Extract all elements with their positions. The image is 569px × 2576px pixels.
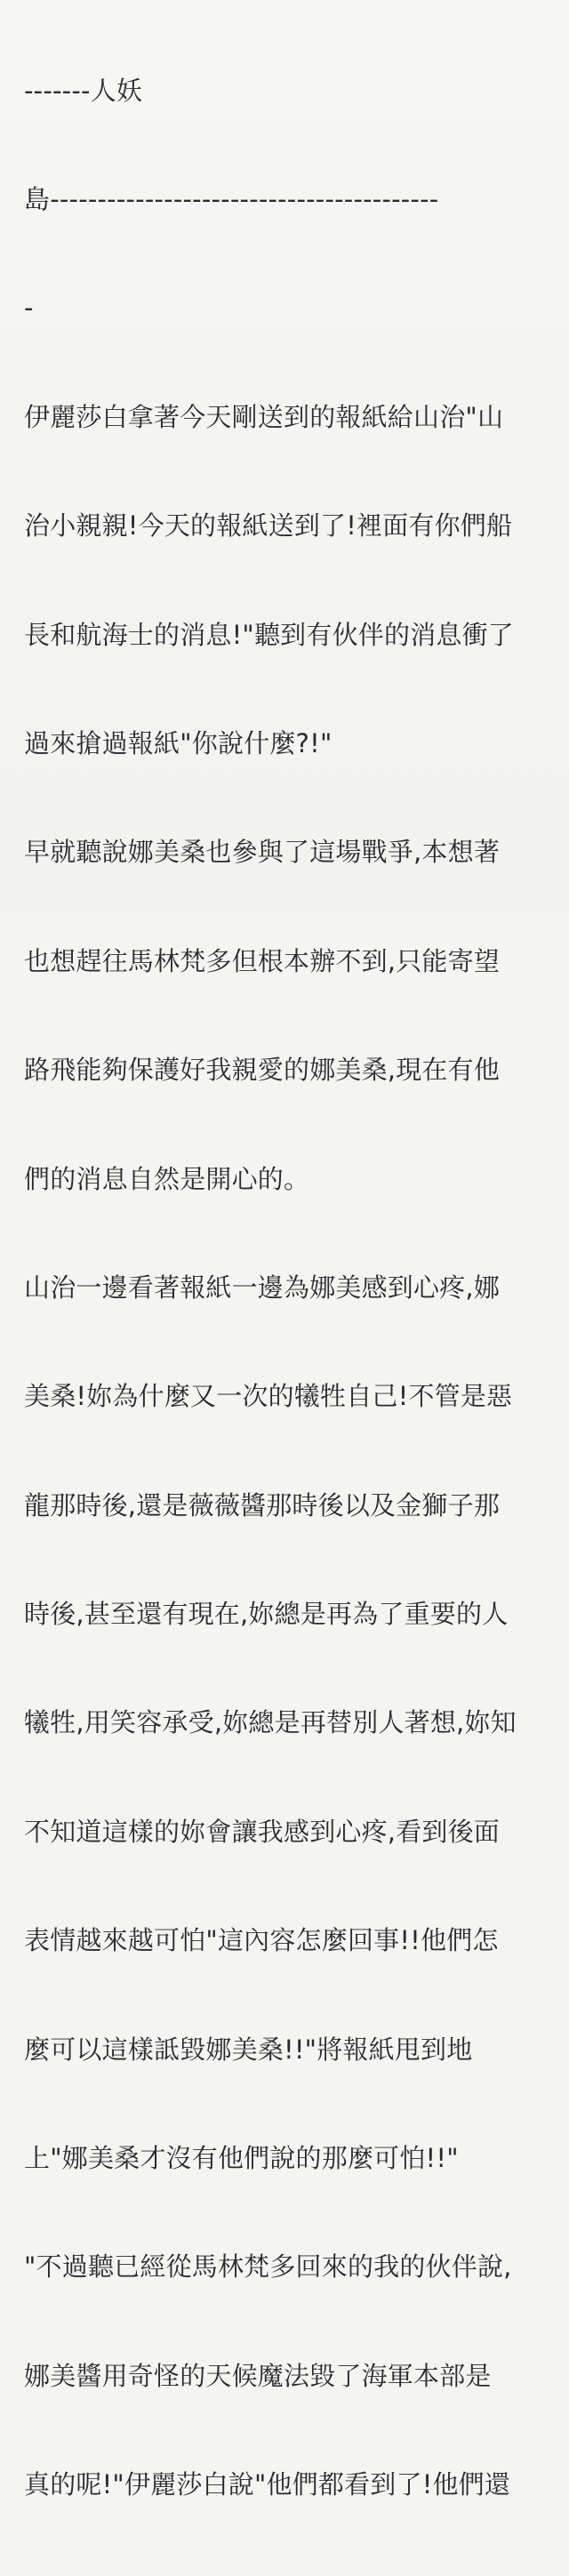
- text-line: 美桑!妳為什麼又一次的犧牲自己!不管是惡: [24, 1381, 513, 1412]
- text-line: 表情越來越可怕"這內容怎麼回事!!他們怎: [24, 1925, 499, 1956]
- text-line: 路飛能夠保護好我親愛的娜美桑,現在有他: [24, 1055, 501, 1086]
- text-line: 上"娜美桑才沒有他們說的那麼可怕!!": [24, 2143, 459, 2174]
- text-line: 娜美醬用奇怪的天候魔法毀了海軍本部是: [24, 2360, 492, 2391]
- text-line: 過來搶過報紙"你說什麼?!": [24, 727, 333, 758]
- text-line: 犧牲,用笑容承受,妳總是再替別人著想,妳知: [24, 1707, 517, 1738]
- text-line: 們的消息自然是開心的。: [24, 1163, 310, 1194]
- text-line: "不過聽已經從馬林梵多回來的我的伙伴說,: [24, 2251, 512, 2283]
- text-line: 也想趕往馬林梵多但根本辦不到,只能寄望: [24, 945, 501, 976]
- text-line: 不知道這樣的妳會讓我感到心疼,看到後面: [24, 1816, 501, 1847]
- text-line: 龍那時後,還是薇薇醬那時後以及金獅子那: [24, 1489, 501, 1521]
- text-line: 山治一邊看著報紙一邊為娜美感到心疼,娜: [24, 1272, 501, 1303]
- text-line: 治小親親!今天的報紙送到了!裡面有你們船: [24, 510, 513, 542]
- text-line: 伊麗莎白拿著今天剛送到的報紙給山治"山: [24, 401, 504, 432]
- text-line: -: [24, 293, 34, 324]
- text-line: 時後,甚至還有現在,妳總是再為了重要的人: [24, 1599, 509, 1630]
- text-line: 島-----------------------------------------: [24, 183, 439, 214]
- text-line: -------人妖: [24, 75, 143, 106]
- text-line: 早就聽說娜美桑也參與了這場戰爭,本想著: [24, 837, 501, 868]
- text-line: 長和航海士的消息!"聽到有伙伴的消息衝了: [24, 619, 514, 650]
- text-line: 真的呢!"伊麗莎白說"他們都看到了!他們還: [24, 2469, 511, 2500]
- text-line: 麼可以這樣詆毀娜美桑!!"將報紙甩到地: [24, 2034, 473, 2065]
- document-text: [24, 0, 557, 2576]
